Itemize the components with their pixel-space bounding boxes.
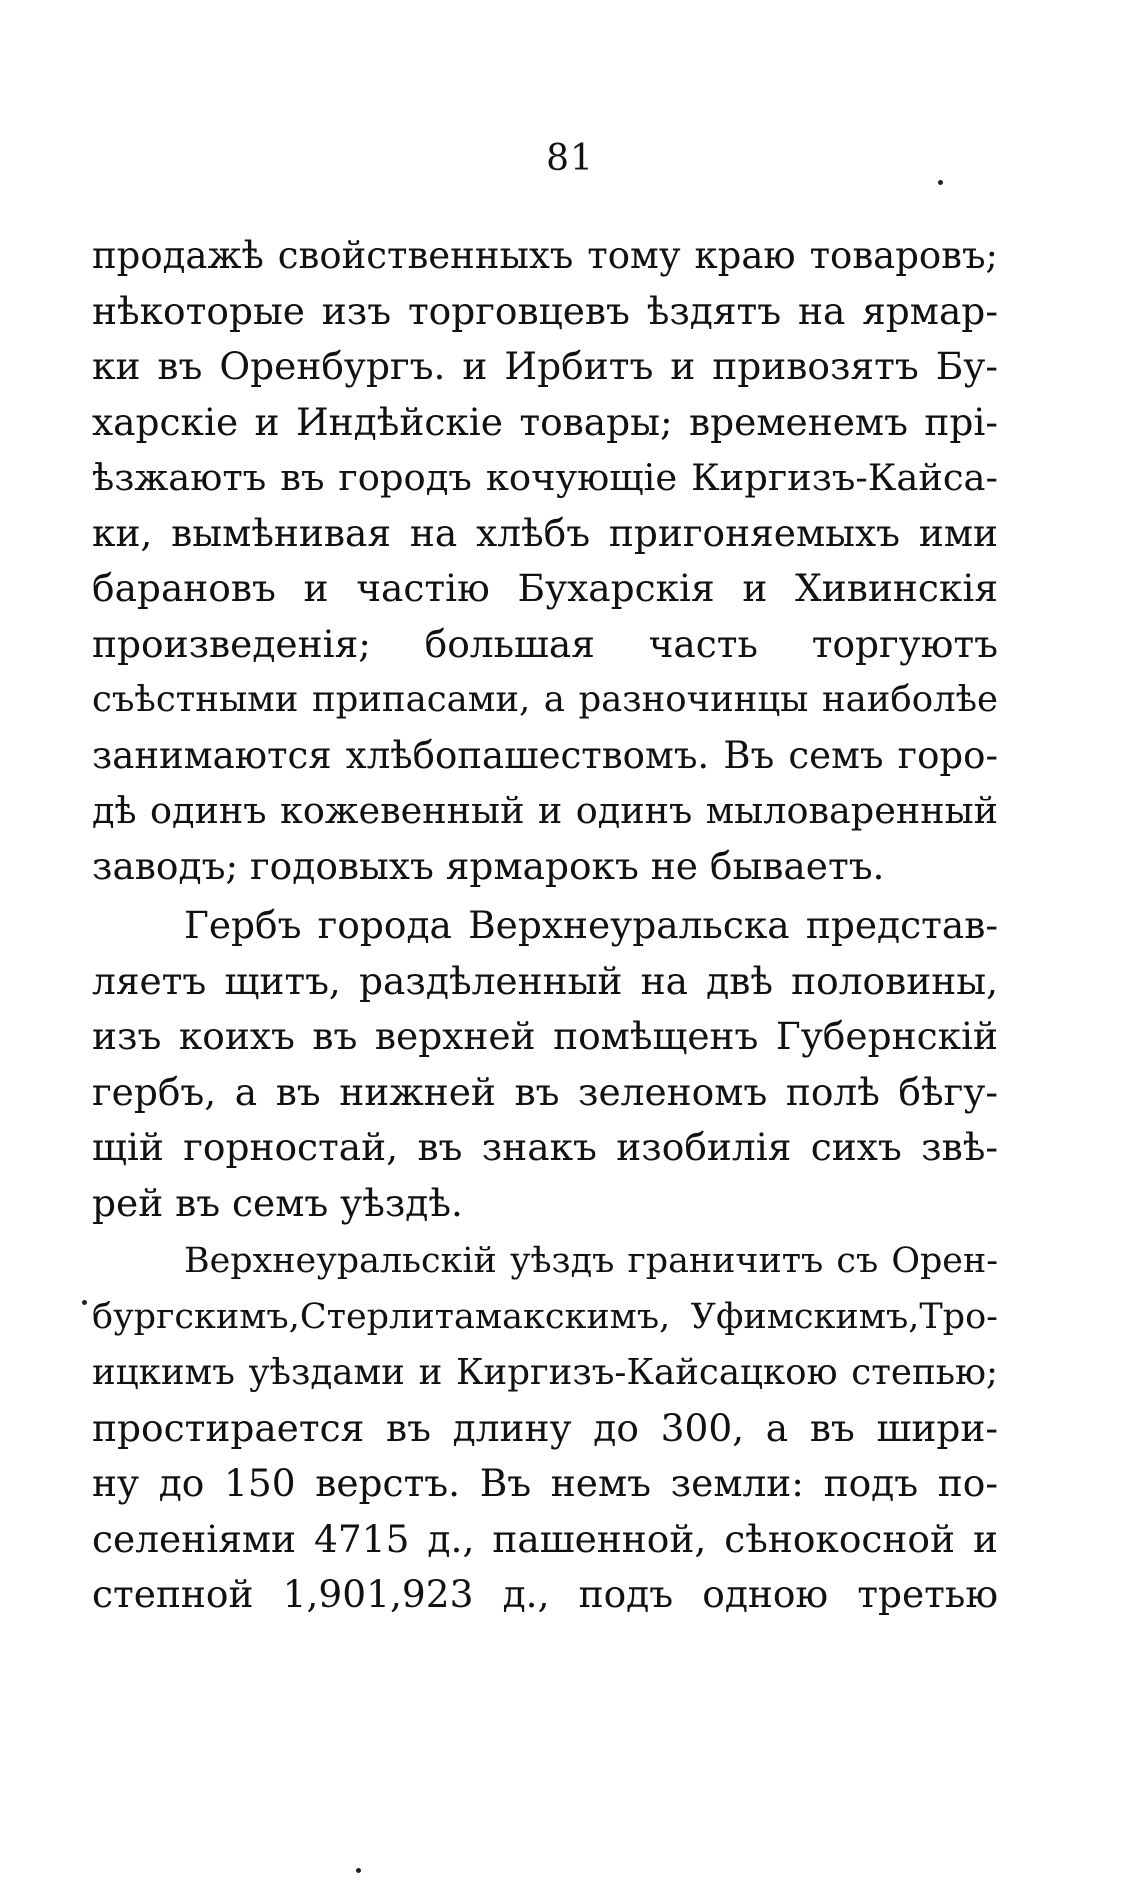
text-line: ицкимъ уѣздами и Киргизъ-Кайсацкою степью; <box>92 1352 998 1393</box>
text-line: Гербъ города Верхнеуральска представ- <box>184 903 998 947</box>
text-line: нѣкоторые изъ торговцевъ ѣздятъ на ярмар- <box>92 288 998 333</box>
print-speck <box>82 1300 87 1305</box>
page-number: 81 <box>546 138 594 179</box>
text-line: ки, вымѣнивая на хлѣбъ пригоняемыхъ ими <box>92 510 998 555</box>
text-line: Верхнеуральскій уѣздъ граничитъ съ Орен- <box>184 1241 998 1281</box>
text-line: рей въ семъ уѣздѣ. <box>92 1180 463 1225</box>
text-line: щій горностай, въ знакъ изобилія сихъ звѣ- <box>92 1125 998 1169</box>
print-speck <box>938 180 943 185</box>
paragraph-1 <box>92 228 998 894</box>
paragraph-3 <box>92 1234 998 1623</box>
text-line: изъ коихъ въ верхней помѣщенъ Губернскій <box>92 1014 998 1058</box>
paragraph-2 <box>92 898 998 1231</box>
text-line: барановъ и частію Бухарскія и Хивинскія <box>92 566 998 610</box>
text-line: ляетъ щитъ, раздѣленный на двѣ половины, <box>92 958 998 1003</box>
text-line: харскіе и Индѣйскіе товары; временемъ прі- <box>92 399 998 444</box>
text-line: ѣзжаютъ въ городъ кочующіе Киргизъ-Кайса- <box>92 456 998 499</box>
text-line: простирается въ длину до 300, а въ шири- <box>92 1405 998 1450</box>
text-line: ну до 150 верстъ. Въ немъ земли: подъ по- <box>92 1461 998 1505</box>
text-line: дѣ одинъ кожевенный и одинъ мыловаренный <box>92 789 998 832</box>
text-line: заводъ; годовыхъ ярмарокъ не бываетъ. <box>92 843 885 888</box>
text-line: продажѣ свойственныхъ тому краю товаровъ; <box>92 234 998 277</box>
text-line: съѣстными припасами, а разночинцы наиболѣе <box>92 679 998 720</box>
text-line: бургскимъ,Стерлитамакскимъ, Уфимскимъ,Тро- <box>92 1296 998 1337</box>
text-line: степной 1,901,923 д., подъ одною третью <box>92 1572 998 1616</box>
text-line: гербъ, а въ нижней въ зеленомъ полѣ бѣгу- <box>92 1069 998 1114</box>
text-line: занимаются хлѣбопашествомъ. Въ семъ горо- <box>92 733 998 777</box>
text-line: произведенія; большая часть торгуютъ <box>92 621 998 666</box>
print-speck <box>356 1868 361 1873</box>
text-line: селеніями 4715 д., пашенной, сѣнокосной и <box>92 1516 998 1561</box>
text-line: ки въ Оренбургъ. и Ирбитъ и привозятъ Бу- <box>92 344 998 388</box>
